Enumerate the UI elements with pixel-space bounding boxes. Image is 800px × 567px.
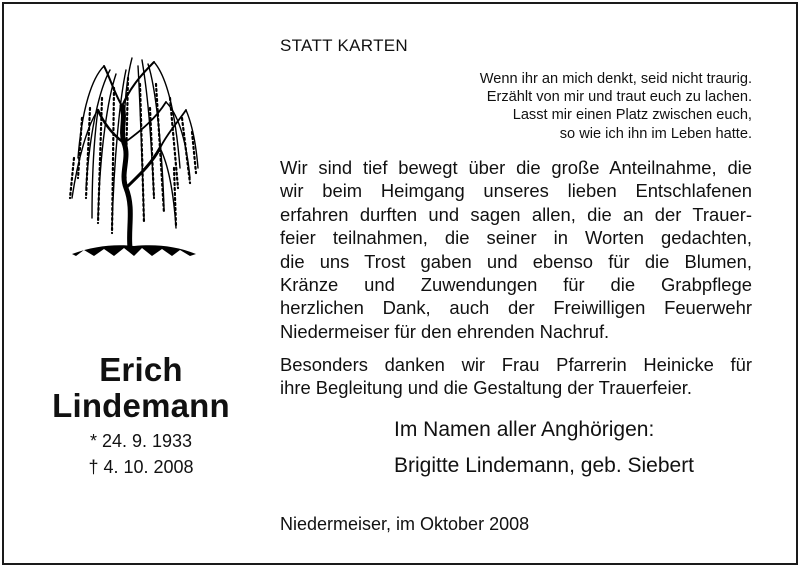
place-and-date: Niedermeiser, im Oktober 2008 (280, 514, 530, 534)
notice-heading: STATT KARTEN (280, 36, 408, 55)
special-thanks-paragraph (280, 353, 752, 400)
deceased-last-name: Lindemann (52, 387, 230, 424)
death-date: † 4. 10. 2008 (88, 457, 194, 477)
paragraph-line: Wir sind tief bewegt über die große Anteilnahme, die (280, 157, 752, 178)
poem-line: Lasst mir einen Platz zwischen euch, (512, 107, 752, 124)
birth-date: * 24. 9. 1933 (89, 431, 193, 451)
signature-intro: Im Namen aller Anghörigen: (394, 418, 655, 441)
paragraph-line: feier teilnahmen, die seiner in Worten gedachten, (280, 227, 752, 249)
weeping-willow-icon (64, 48, 202, 266)
obituary-notice (2, 2, 798, 565)
poem-line: Erzählt von mir und traut euch zu lachen. (486, 89, 752, 106)
poem-line: Wenn ihr an mich denkt, seid nicht traurig. (479, 71, 752, 87)
paragraph-line: herzlichen Dank, auch der Freiwilligen Feuerwehr (280, 297, 752, 319)
paragraph-line: Kränze und Zuwendungen für die Grabpflege (280, 274, 752, 296)
thanks-paragraph (280, 156, 752, 343)
poem-line: so wie ich ihn im Leben hatte. (559, 125, 752, 142)
paragraph-line: wir beim Heimgang unseres lieben Entschlafenen (280, 180, 752, 202)
paragraph-line: Besonders danken wir Frau Pfarrerin Heinicke für (280, 354, 752, 375)
paragraph-line: Niedermeiser für den ehrenden Nachruf. (280, 320, 610, 342)
paragraph-line: die uns Trost gaben und ebenso für die Blumen, (280, 250, 752, 272)
deceased-first-name: Erich (99, 351, 183, 388)
poem (280, 70, 752, 143)
paragraph-line: ihre Begleitung und die Gestaltung der Trauerfeier. (280, 377, 693, 399)
signature-name: Brigitte Lindemann, geb. Siebert (394, 454, 695, 477)
paragraph-line: erfahren durften und sagen allen, die an der Trauer- (280, 203, 752, 225)
